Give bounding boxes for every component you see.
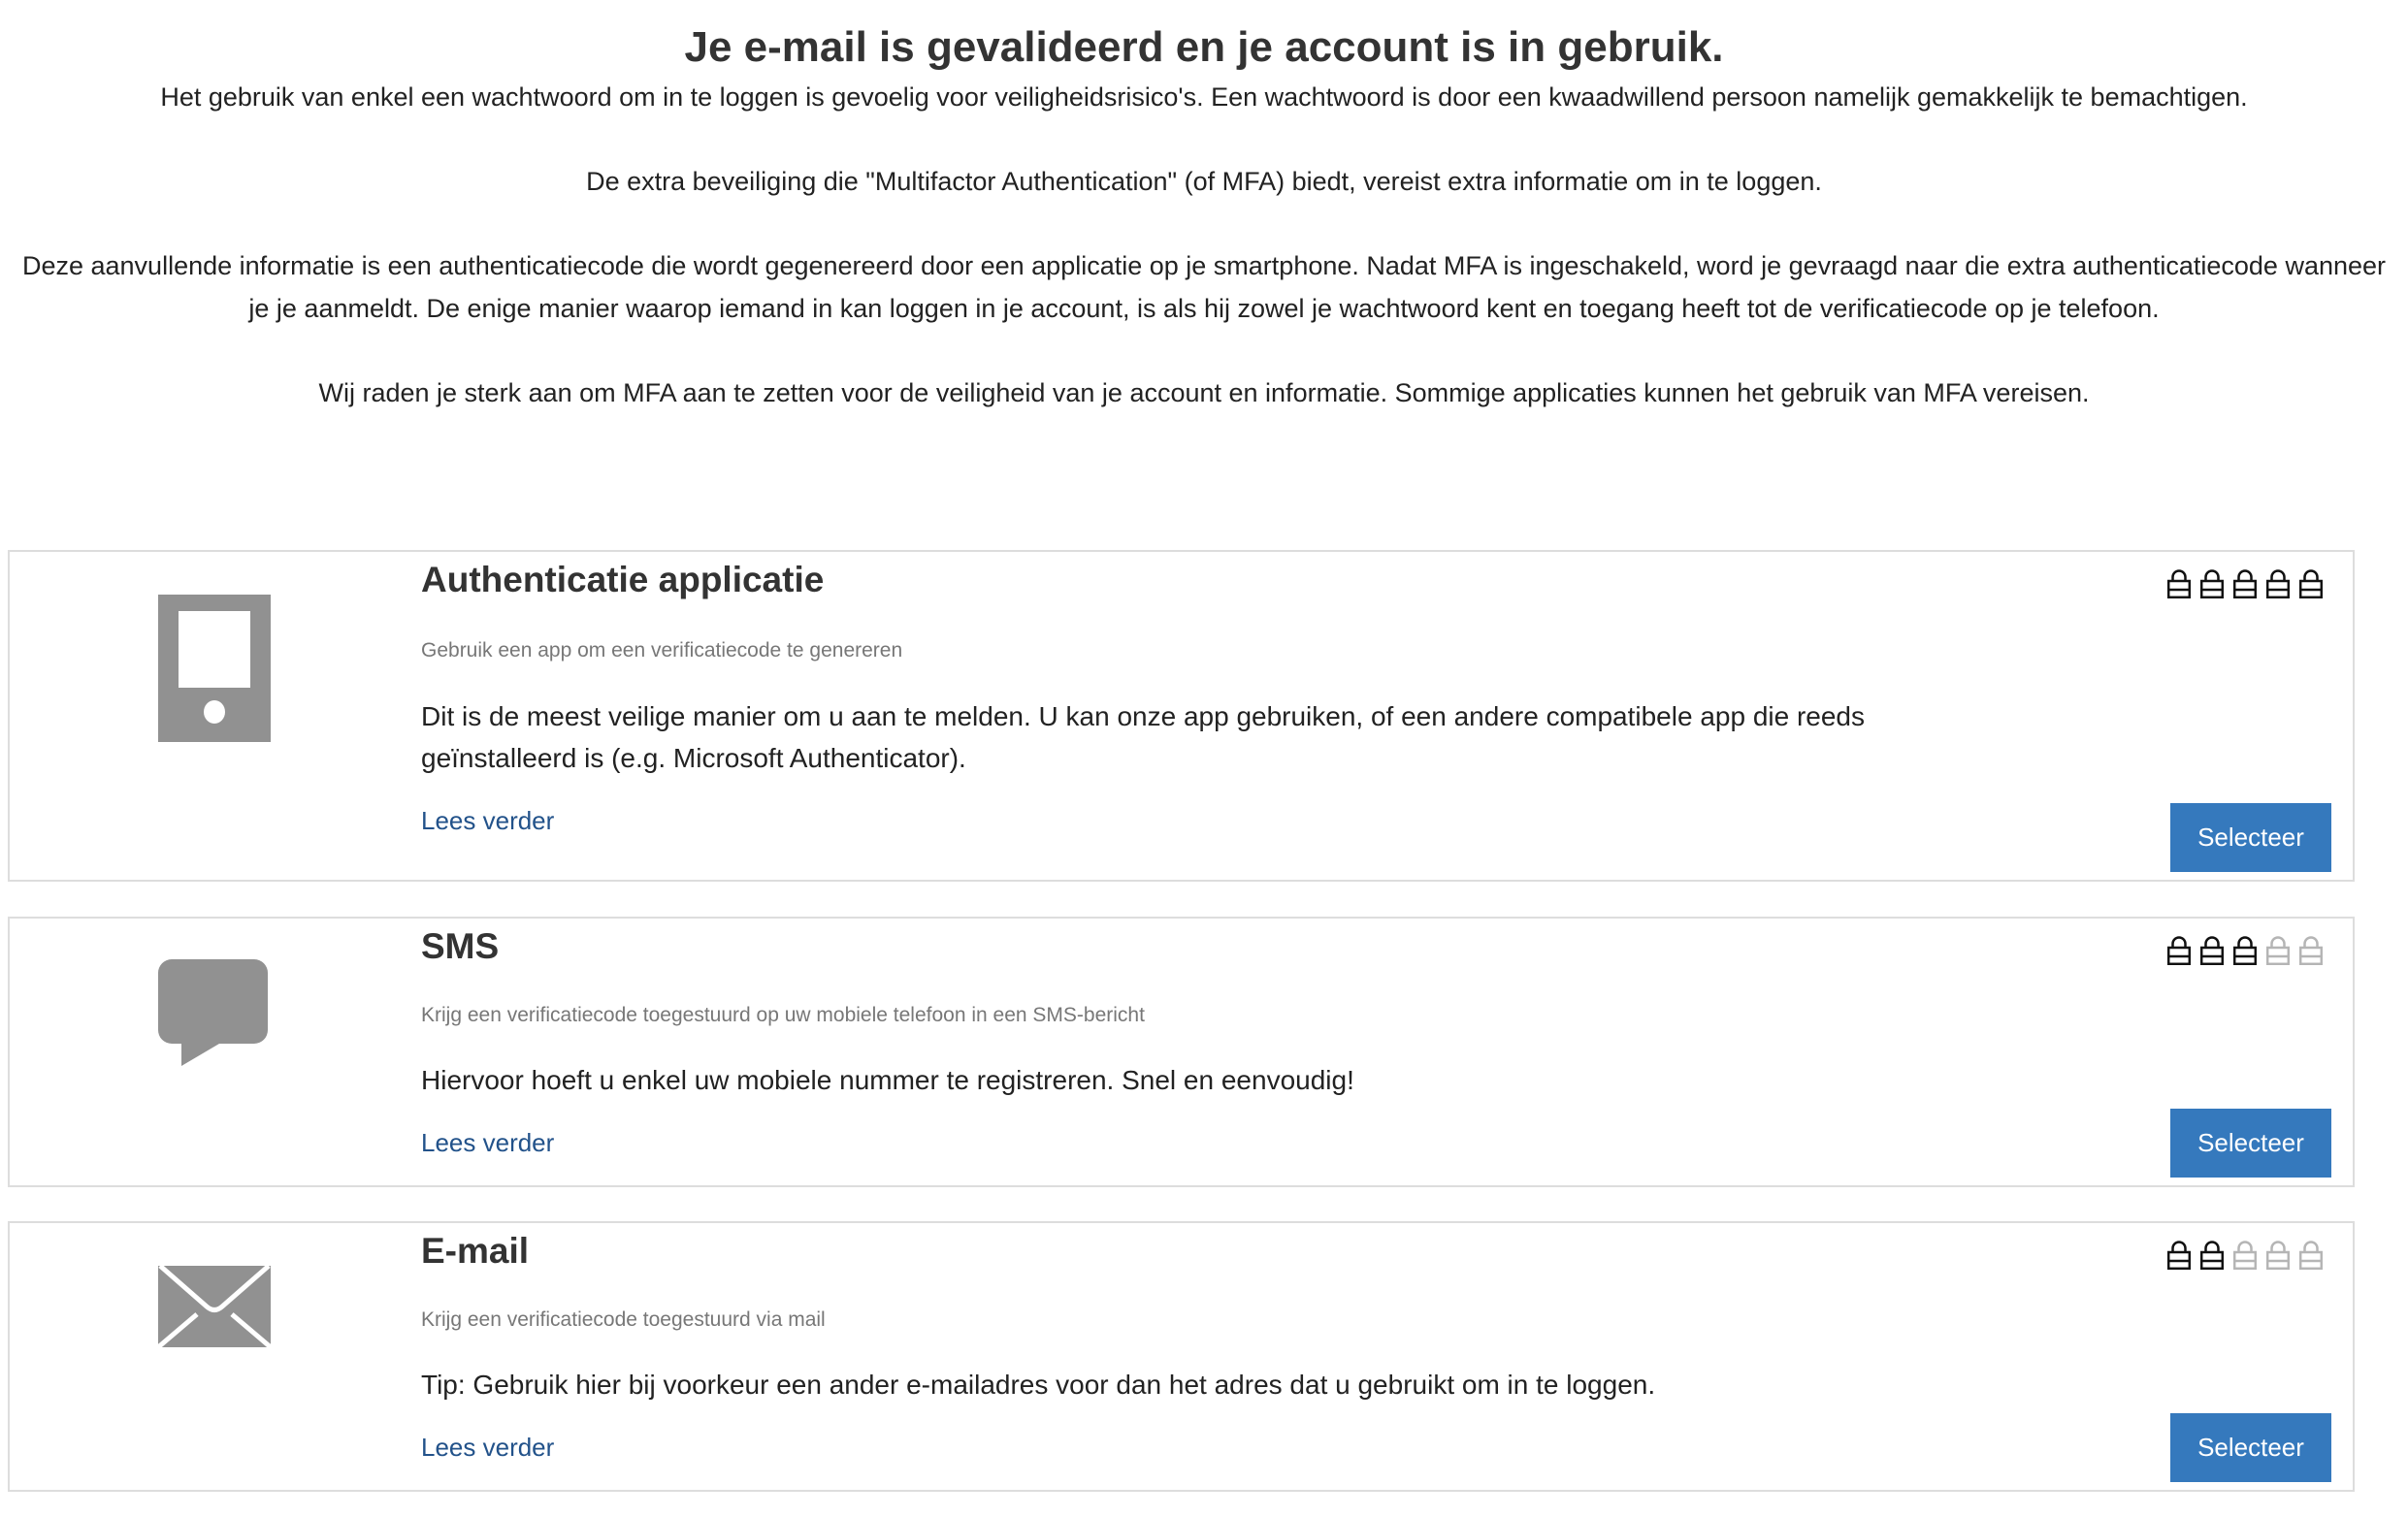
lock-icon-empty (2266, 935, 2290, 965)
read-more-link[interactable]: Lees verder (421, 1128, 555, 1157)
speech-bubble-icon (158, 959, 268, 1068)
mfa-option-sms (8, 917, 2355, 1187)
lock-icon-filled (2200, 935, 2224, 965)
option-subtitle: Krijg een verificatiecode toegestuurd op uw mobiele telefoon in een SMS-bericht (421, 1004, 1145, 1026)
option-subtitle: Krijg een verificatiecode toegestuurd via mail (421, 1308, 826, 1331)
security-level (2167, 568, 2323, 598)
envelope-icon (158, 1266, 271, 1347)
lock-icon-filled (2200, 568, 2224, 598)
option-description: Tip: Gebruik hier bij voorkeur een ander e-mailadres voor dan het adres dat u gebruikt om in te loggen. (421, 1370, 1656, 1400)
lock-icon-filled (2233, 935, 2257, 965)
select-button[interactable]: Selecteer (2170, 803, 2331, 872)
security-level (2167, 935, 2323, 965)
page-title: Je e-mail is gevalideerd en je account is in gebruik. (684, 23, 1724, 71)
lock-icon-filled (2167, 935, 2191, 965)
lock-icon-filled (2266, 568, 2290, 598)
mfa-option-email (8, 1221, 2355, 1492)
lock-icon-filled (2167, 568, 2191, 598)
lock-icon-filled (2167, 1240, 2191, 1270)
option-description: Dit is de meest veilige manier om u aan te melden. U kan onze app gebruiken, of een andere compatibele app die reeds geïnstalleerd is (e.g. Microsoft Authenticator). (421, 701, 1866, 773)
lock-icon-empty (2266, 1240, 2290, 1270)
lock-icon-filled (2200, 1240, 2224, 1270)
lock-icon-filled (2233, 568, 2257, 598)
option-title: E-mail (421, 1231, 530, 1271)
intro (19, 17, 2389, 456)
read-more-link[interactable]: Lees verder (421, 1433, 555, 1462)
option-title: Authenticatie applicatie (421, 560, 825, 599)
option-subtitle: Gebruik een app om een verificatiecode te genereren (421, 639, 903, 662)
lock-icon-empty (2299, 1240, 2323, 1270)
read-more-link[interactable]: Lees verder (421, 806, 555, 835)
lock-icon-filled (2299, 568, 2323, 598)
intro-paragraph: Deze aanvullende informatie is een authenticatiecode die wordt gegenereerd door een applicatie op je smartphone. Nadat MFA is ingeschakeld, word je gevraagd naar die extra authenticatiecode wanneer je je aanmeldt. De enige manier waarop iemand in kan loggen in je account, is als hij zowel je wachtwoord kent en toegang heeft tot de verificatiecode op je telefoon. (21, 251, 2387, 323)
security-level (2167, 1240, 2323, 1270)
select-button[interactable]: Selecteer (2170, 1413, 2331, 1482)
select-button[interactable]: Selecteer (2170, 1109, 2331, 1178)
intro-paragraph: Wij raden je sterk aan om MFA aan te zetten voor de veiligheid van je account en informatie. Sommige applicaties kunnen het gebruik van MFA vereisen. (318, 378, 2090, 407)
option-title: SMS (421, 926, 500, 966)
mfa-option-authenticator-app (8, 550, 2355, 882)
phone-icon (158, 595, 271, 742)
intro-paragraph: De extra beveiliging die "Multifactor Authentication" (of MFA) biedt, vereist extra informatie om in te loggen. (586, 167, 1822, 196)
lock-icon-empty (2299, 935, 2323, 965)
lock-icon-empty (2233, 1240, 2257, 1270)
option-description: Hiervoor hoeft u enkel uw mobiele nummer te registreren. Snel en eenvoudig! (421, 1065, 1354, 1095)
intro-paragraph: Het gebruik van enkel een wachtwoord om in te loggen is gevoelig voor veiligheidsrisico's. Een wachtwoord is door een kwaadwillend persoon namelijk gemakkelijk te bemachtigen. (160, 82, 2248, 112)
